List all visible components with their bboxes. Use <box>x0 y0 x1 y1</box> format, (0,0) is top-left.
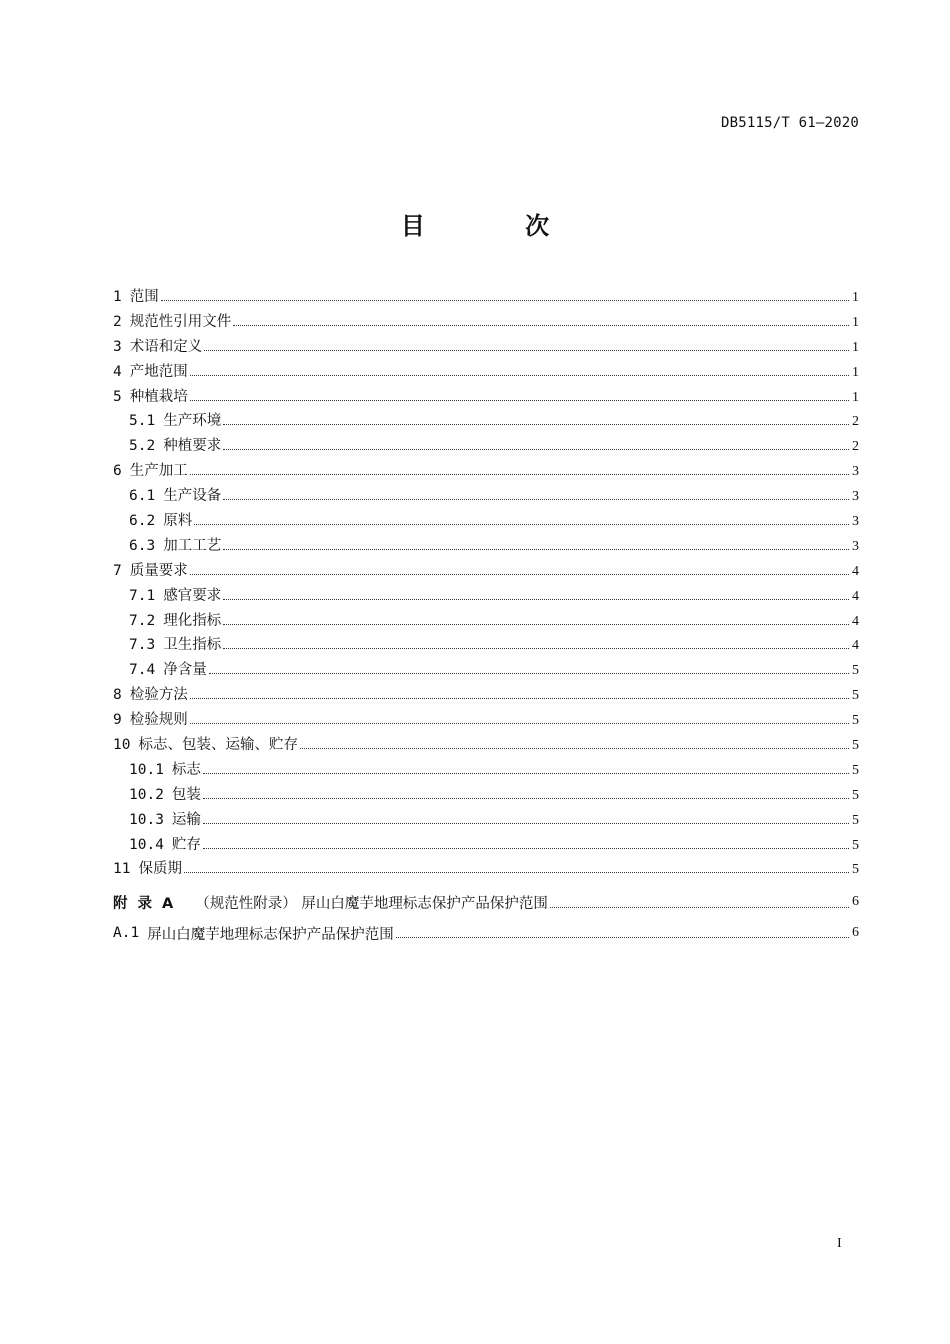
toc-entry-number: 3 <box>113 338 122 355</box>
toc-entry-title: 包装 <box>171 786 201 803</box>
dot-leader <box>203 823 849 824</box>
toc-entry[interactable] <box>113 509 859 534</box>
toc-entry[interactable] <box>113 584 859 609</box>
dot-leader <box>190 574 849 575</box>
toc-entry-title: 卫生指标 <box>163 637 222 654</box>
toc-entry-page: 5 <box>852 812 859 828</box>
toc-entry-number: 5.1 <box>129 413 156 430</box>
toc-entry[interactable] <box>113 733 859 758</box>
toc-entry-page: 1 <box>852 314 859 330</box>
toc-entry-title: 屏山白魔芋地理标志保护产品保护范围 <box>147 926 394 943</box>
toc-entry-title: 检验规则 <box>129 712 188 729</box>
toc-entry-title: 净含量 <box>163 662 207 679</box>
page-number: I <box>837 1236 842 1251</box>
toc-entry-page: 4 <box>852 613 859 629</box>
toc-entry[interactable] <box>113 335 859 360</box>
toc-entry-page: 2 <box>852 414 859 430</box>
toc-entry[interactable] <box>113 609 859 634</box>
toc-entry-number: 2 <box>113 313 122 330</box>
dot-leader <box>204 350 849 351</box>
toc-entry-number: 10.3 <box>129 811 164 828</box>
dot-leader <box>190 698 849 699</box>
dot-leader <box>550 907 849 908</box>
toc-entry-number: 1 <box>113 289 122 305</box>
toc-entry-title: 规范性引用文件 <box>129 313 232 330</box>
dot-leader <box>161 300 849 301</box>
dot-leader <box>190 375 849 376</box>
toc-entry-title: 标志、包装、运输、贮存 <box>138 737 298 754</box>
toc-entry-title: 检验方法 <box>129 687 188 704</box>
toc-entry[interactable] <box>113 886 859 918</box>
toc-entry[interactable] <box>113 758 859 783</box>
toc-entry-title: 术语和定义 <box>129 338 203 355</box>
toc-title: 目 次 <box>400 212 596 240</box>
toc-entry-title: 理化指标 <box>163 612 222 629</box>
toc-entry[interactable] <box>113 683 859 708</box>
toc-entry-title: 范围 <box>129 289 159 305</box>
toc-entry-number: 7.1 <box>129 587 156 604</box>
toc-entry-page: 3 <box>852 489 859 505</box>
toc-entry-title: 生产设备 <box>163 488 222 505</box>
toc-entry-number: 6 <box>113 463 122 480</box>
toc-entry-number: 6.3 <box>129 537 156 554</box>
toc-entry[interactable] <box>113 459 859 484</box>
toc-entry-title: 原料 <box>163 513 193 530</box>
toc-entry[interactable] <box>113 559 859 584</box>
toc-entry[interactable] <box>113 534 859 559</box>
toc-entry-page: 5 <box>852 862 859 878</box>
toc-entry-number: 4 <box>113 363 122 380</box>
dot-leader <box>209 673 849 674</box>
toc-entry-number: 附录A <box>113 895 184 912</box>
toc-entry-number: 10.2 <box>129 786 164 803</box>
dot-leader <box>223 499 849 500</box>
toc-entry[interactable] <box>113 434 859 459</box>
dot-leader <box>223 599 849 600</box>
toc-entry-title: 产地范围 <box>129 363 188 380</box>
toc-entry[interactable] <box>113 857 859 882</box>
toc-entry-page: 6 <box>852 894 859 910</box>
toc-entry[interactable] <box>113 658 859 683</box>
toc-entry[interactable] <box>113 918 859 948</box>
toc-entry[interactable] <box>113 385 859 410</box>
toc-entry-page: 5 <box>852 837 859 853</box>
toc-entry[interactable] <box>113 310 859 335</box>
toc-entry-page: 6 <box>852 925 859 941</box>
toc-entry-number: 7 <box>113 562 122 579</box>
toc-entry-number: 5.2 <box>129 438 156 455</box>
toc-entry-number: 5 <box>113 388 122 405</box>
toc-entry-title: 生产加工 <box>129 463 188 480</box>
toc-entry-title: 运输 <box>171 811 201 828</box>
standard-code: DB5115/T 61—2020 <box>720 115 859 131</box>
dot-leader <box>190 474 849 475</box>
toc-entry-page: 3 <box>852 538 859 554</box>
toc-entry-number: 7.3 <box>129 637 156 654</box>
toc-entry-page: 5 <box>852 713 859 729</box>
toc-entry[interactable] <box>113 409 859 434</box>
toc-entry-number: 8 <box>113 687 122 704</box>
dot-leader <box>223 549 849 550</box>
toc-entry[interactable] <box>113 484 859 509</box>
dot-leader <box>190 400 849 401</box>
dot-leader <box>203 848 849 849</box>
toc-entry-title: 种植栽培 <box>129 388 188 405</box>
toc-entry-page: 5 <box>852 762 859 778</box>
toc-entry-title: 感官要求 <box>163 587 222 604</box>
table-of-contents <box>113 285 859 948</box>
toc-entry-page: 3 <box>852 464 859 480</box>
toc-entry-number: 10.4 <box>129 836 164 853</box>
toc-entry-page: 4 <box>852 563 859 579</box>
dot-leader <box>300 748 849 749</box>
dot-leader <box>223 424 849 425</box>
toc-entry-title: 保质期 <box>138 861 182 878</box>
toc-entry[interactable] <box>113 708 859 733</box>
dot-leader <box>184 872 849 873</box>
toc-entry-title: 种植要求 <box>163 438 222 455</box>
toc-entry-page: 1 <box>852 389 859 405</box>
toc-entry-page: 5 <box>852 663 859 679</box>
toc-entry-page: 3 <box>852 514 859 530</box>
toc-entry-number: A.1 <box>113 925 140 942</box>
dot-leader <box>223 648 849 649</box>
toc-entry[interactable] <box>113 833 859 858</box>
toc-entry-page: 5 <box>852 738 859 754</box>
toc-entry-page: 2 <box>852 439 859 455</box>
dot-leader <box>233 325 849 326</box>
toc-entry-title: 标志 <box>171 761 201 778</box>
dot-leader <box>203 798 849 799</box>
toc-entry-number: 6.1 <box>129 488 156 505</box>
dot-leader <box>203 773 849 774</box>
toc-entry[interactable] <box>113 783 859 808</box>
toc-entry-title: （规范性附录） 屏山白魔芋地理标志保护产品保护范围 <box>195 895 548 912</box>
dot-leader <box>223 624 849 625</box>
toc-entry-title: 生产环境 <box>163 413 222 430</box>
toc-entry-page: 4 <box>852 638 859 654</box>
toc-entry-page: 1 <box>852 364 859 380</box>
toc-entry-number: 10.1 <box>129 761 164 778</box>
toc-entry-page: 1 <box>852 290 859 305</box>
toc-entry-title: 质量要求 <box>129 562 188 579</box>
toc-entry-number: 7.4 <box>129 662 156 679</box>
toc-entry-page: 5 <box>852 787 859 803</box>
dot-leader <box>223 449 849 450</box>
toc-entry-title: 贮存 <box>171 836 201 853</box>
toc-entry-page: 4 <box>852 588 859 604</box>
toc-entry-number: 10 <box>113 737 131 754</box>
toc-entry-number: 9 <box>113 712 122 729</box>
toc-entry-number: 6.2 <box>129 513 156 530</box>
toc-entry-page: 1 <box>852 339 859 355</box>
toc-entry-title: 加工工艺 <box>163 537 222 554</box>
dot-leader <box>190 723 849 724</box>
toc-entry-page: 5 <box>852 688 859 704</box>
dot-leader <box>194 524 849 525</box>
toc-entry-number: 7.2 <box>129 612 156 629</box>
dot-leader <box>396 937 849 938</box>
toc-entry[interactable] <box>113 633 859 658</box>
toc-entry[interactable] <box>113 360 859 385</box>
toc-entry-number: 11 <box>113 861 131 878</box>
toc-entry[interactable] <box>113 285 859 310</box>
toc-entry[interactable] <box>113 808 859 833</box>
